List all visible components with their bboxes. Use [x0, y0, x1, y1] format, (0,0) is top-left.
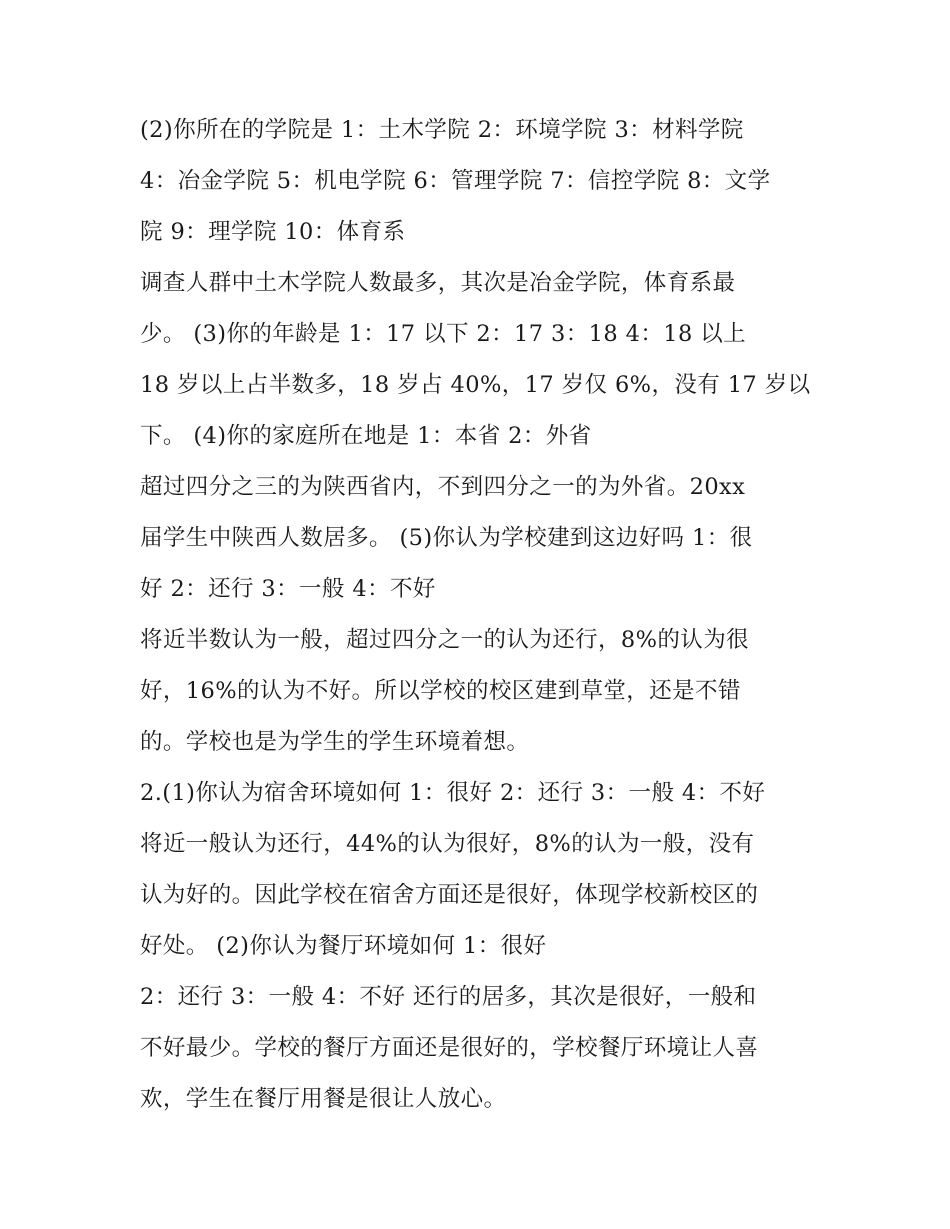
text-line: 将近半数认为一般，超过四分之一的认为还行，8%的认为很: [140, 627, 749, 653]
text-line: 少。 (3)你的年龄是 1：17 以下 2：17 3：18 4：18 以上: [140, 321, 747, 347]
text-line: 下。 (4)你的家庭所在地是 1：本省 2：外省: [140, 423, 592, 449]
text-line: 18 岁以上占半数多，18 岁占 40%，17 岁仅 6%，没有 17 岁以: [140, 372, 811, 398]
text-line: 好 2：还行 3：一般 4：不好: [140, 576, 436, 602]
text-line: 院 9：理学院 10：体育系: [140, 219, 406, 245]
body-text: [140, 108, 820, 1128]
text-line: 2.(1)你认为宿舍环境如何 1：很好 2：还行 3：一般 4：不好: [140, 780, 766, 806]
text-line: 认为好的。因此学校在宿舍方面还是很好，体现学校新校区的: [140, 882, 759, 908]
text-line: 不好最少。学校的餐厅方面还是很好的，学校餐厅环境让人喜: [140, 1035, 759, 1061]
text-line: 将近一般认为还行，44%的认为很好，8%的认为一般，没有: [140, 831, 755, 857]
text-line: 好处。 (2)你认为餐厅环境如何 1：很好: [140, 933, 547, 959]
text-line: 好，16%的认为不好。所以学校的校区建到草堂，还是不错: [140, 678, 741, 704]
text-line: 的。学校也是为学生的学生环境着想。: [140, 729, 530, 755]
text-line: 2：还行 3：一般 4：不好 还行的居多，其次是很好，一般和: [140, 984, 757, 1010]
text-line: 欢，学生在餐厅用餐是很让人放心。: [140, 1086, 507, 1112]
text-line: (2)你所在的学院是 1：土木学院 2：环境学院 3：材料学院: [140, 117, 744, 143]
text-line: 4：冶金学院 5：机电学院 6：管理学院 7：信控学院 8：文学: [140, 168, 771, 194]
text-line: 调查人群中土木学院人数最多，其次是冶金学院，体育系最: [140, 270, 736, 296]
text-line: 届学生中陕西人数居多。 (5)你认为学校建到这边好吗 1：很: [140, 525, 753, 551]
text-line: 超过四分之三的为陕西省内，不到四分之一的为外省。20xx: [140, 474, 746, 500]
